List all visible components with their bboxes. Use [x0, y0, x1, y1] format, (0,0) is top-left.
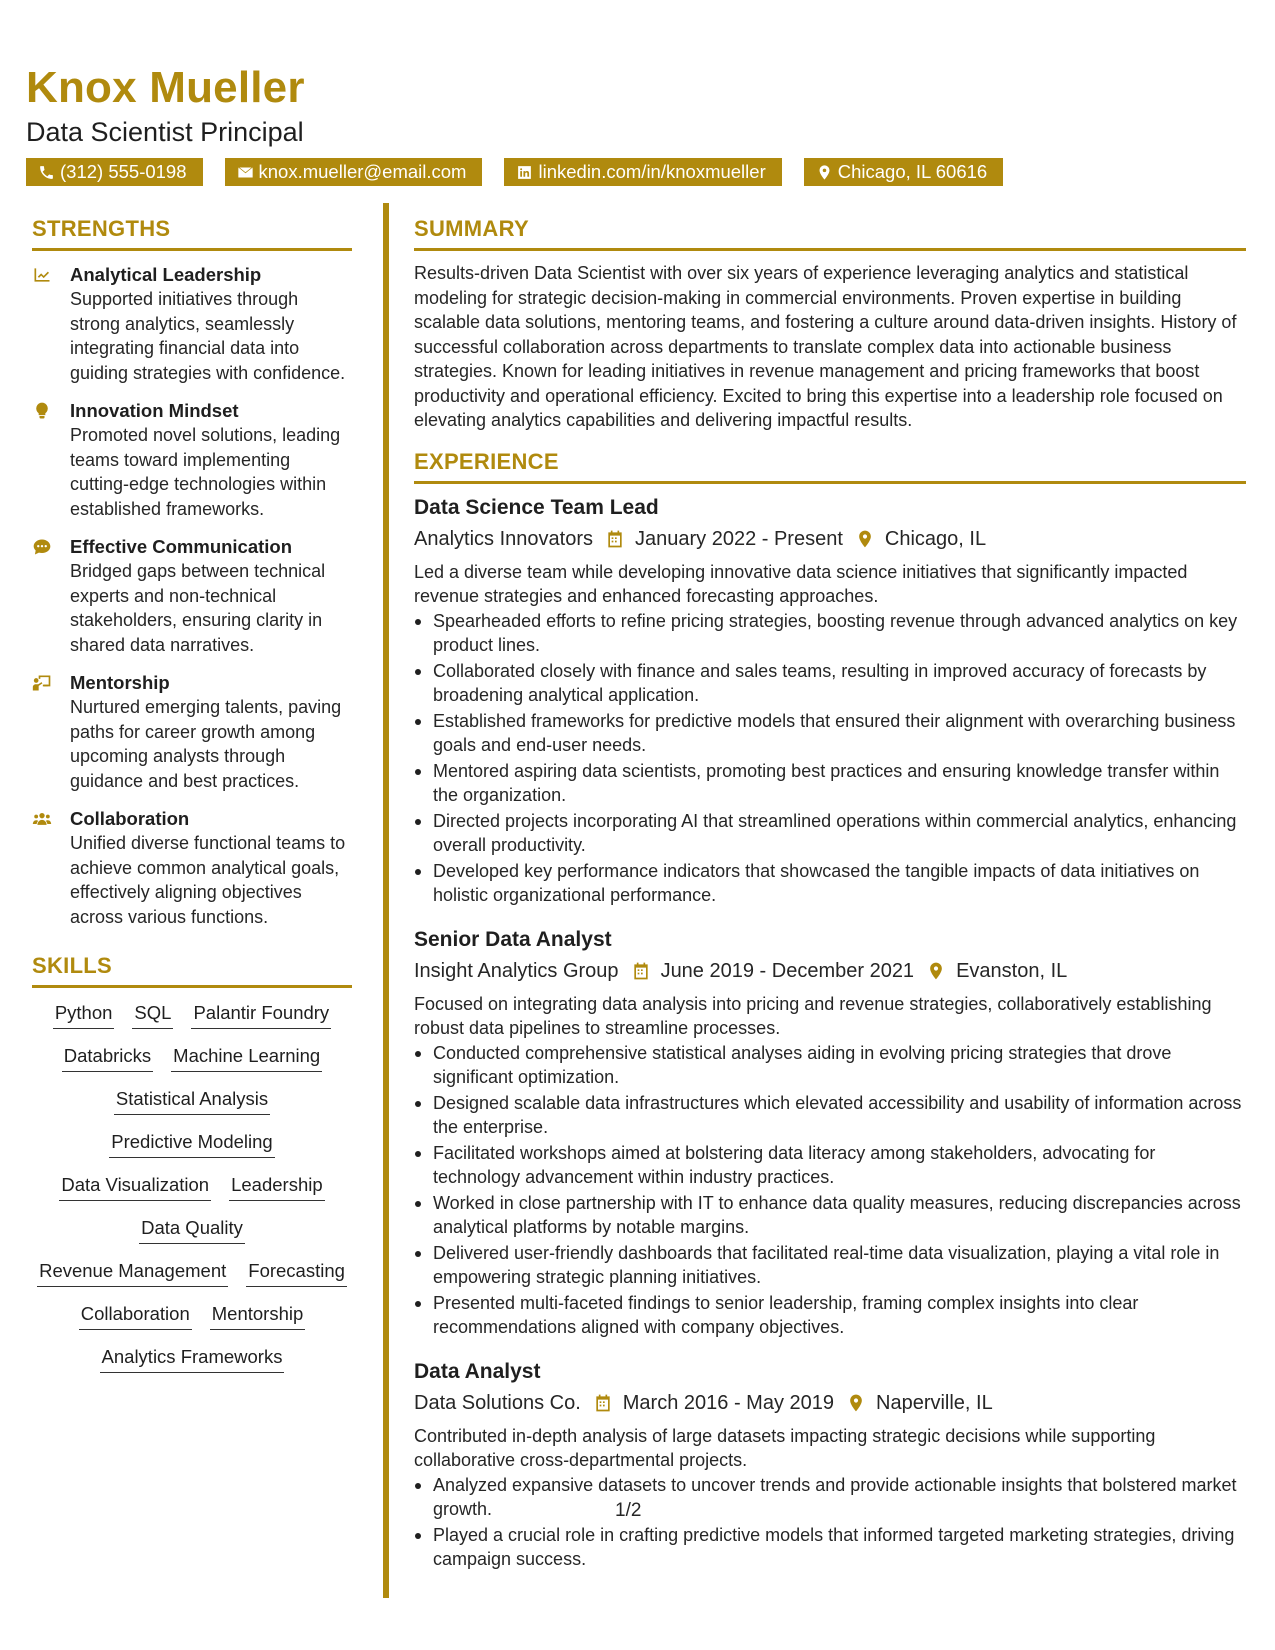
contact-location-text: Chicago, IL 60616	[837, 161, 988, 182]
job-bullet: Analyzed expansive datasets to uncover trends and provide actionable insights that bolstered market growth.	[433, 1473, 1246, 1522]
job-dates: January 2022 - Present	[634, 527, 843, 550]
left-column	[32, 216, 352, 1373]
job-dates: March 2016 - May 2019	[622, 1391, 834, 1414]
skill-tag: Revenue Management	[37, 1258, 228, 1287]
job-bullets	[414, 1473, 1246, 1572]
strength-item	[32, 807, 352, 929]
job-company: Insight Analytics Group	[414, 959, 619, 982]
job-bullets	[414, 1041, 1246, 1340]
job-bullet: Conducted comprehensive statistical analyses aiding in evolving pricing strategies that drove significant optimization.	[433, 1041, 1246, 1090]
strength-desc: Supported initiatives through strong analytics, seamlessly integrating financial data into guiding strategies with confidence.	[70, 289, 346, 383]
job-meta	[414, 956, 1246, 986]
strength-title: Innovation Mindset	[70, 400, 239, 421]
contact-email-text: knox.mueller@email.com	[258, 161, 467, 182]
strength-title: Mentorship	[70, 672, 170, 693]
skill-tag: Data Quality	[139, 1215, 245, 1244]
comment-dots-icon	[32, 537, 52, 557]
skill-tag: Analytics Frameworks	[100, 1344, 285, 1373]
right-column	[414, 216, 1246, 1573]
job-dates: June 2019 - December 2021	[660, 959, 915, 982]
skill-tag: Collaboration	[79, 1301, 192, 1330]
users-icon	[32, 809, 52, 829]
contact-linkedin-text: linkedin.com/in/knoxmueller	[538, 161, 766, 182]
column-divider	[383, 203, 389, 1598]
job-location: Naperville, IL	[876, 1391, 993, 1414]
chart-line-icon	[32, 265, 52, 285]
job-entry	[414, 926, 1246, 1340]
page-number: 1/2	[615, 1500, 642, 1521]
job-bullet: Collaborated closely with finance and sales teams, resulting in improved accuracy of forecasts by broadening analytical application.	[433, 659, 1246, 708]
skill-tag: Python	[53, 1000, 115, 1029]
summary-text: Results-driven Data Scientist with over six years of experience leveraging analytics and statistical modeling for strategic decision-making in commercial environments. Proven expertise in building scalable data solutions, mentoring teams, and fostering a culture around data-driven insights. History of successful collaboration across departments to translate complex data into actionable business strategies. Known for leading initiatives in revenue management and pricing frameworks that boost productivity and operational efficiency. Excited to bring this expertise into a leadership role focused on elevating analytics capabilities and delivering impactful results.	[414, 263, 1237, 430]
contact-location[interactable]	[804, 158, 1003, 186]
calendar-icon	[593, 1393, 613, 1413]
job-entry	[414, 494, 1246, 908]
job-location: Evanston, IL	[956, 959, 1068, 982]
strength-desc: Unified diverse functional teams to achieve common analytical goals, effectively aligning objectives across various functions.	[70, 833, 346, 927]
job-bullets	[414, 609, 1246, 908]
candidate-name: Knox Mueller	[26, 63, 305, 112]
job-title: Data Analyst	[414, 1359, 541, 1383]
job-bullet: Facilitated workshops aimed at bolstering data literacy among stakeholders, advocating for technology advancement within industry practices.	[433, 1141, 1246, 1190]
job-bullet: Established frameworks for predictive models that ensured their alignment with overarching business goals and end-user needs.	[433, 709, 1246, 758]
job-location: Chicago, IL	[884, 527, 987, 550]
strength-desc: Bridged gaps between technical experts and non-technical stakeholders, ensuring clarity in shared data narratives.	[70, 561, 326, 655]
skill-tag: SQL	[132, 1000, 173, 1029]
strengths-list	[32, 263, 352, 929]
job-company: Analytics Innovators	[414, 527, 593, 550]
strength-title: Effective Communication	[70, 536, 293, 557]
skill-tag: Leadership	[229, 1172, 325, 1201]
strength-item	[32, 263, 352, 385]
linkedin-icon	[516, 164, 533, 181]
location-icon	[855, 529, 875, 549]
email-icon	[237, 164, 254, 181]
job-company: Data Solutions Co.	[414, 1391, 581, 1414]
skill-tag: Forecasting	[246, 1258, 347, 1287]
phone-icon	[38, 164, 55, 181]
contact-phone-text: (312) 555-0198	[60, 161, 187, 182]
job-bullet: Mentored aspiring data scientists, promoting best practices and ensuring knowledge transfer within the organization.	[433, 759, 1246, 808]
strength-title: Analytical Leadership	[70, 264, 262, 285]
strength-desc: Nurtured emerging talents, paving paths for career growth among upcoming analysts through guidance and best practices.	[70, 697, 342, 791]
job-meta	[414, 1388, 1246, 1418]
contact-linkedin[interactable]	[504, 158, 781, 186]
job-bullet: Worked in close partnership with IT to enhance data quality measures, reducing discrepancies across analytical platforms by notable margins.	[433, 1191, 1246, 1240]
job-bullet: Developed key performance indicators that showcased the tangible impacts of data initiatives on holistic organizational performance.	[433, 859, 1246, 908]
location-icon	[846, 1393, 866, 1413]
calendar-icon	[631, 961, 651, 981]
skill-tag: Data Visualization	[59, 1172, 211, 1201]
skill-tag: Predictive Modeling	[109, 1129, 274, 1158]
resume-header	[26, 58, 1246, 186]
experience-heading: EXPERIENCE	[414, 449, 1246, 484]
strength-item	[32, 535, 352, 657]
contact-email[interactable]	[225, 158, 483, 186]
strength-title: Collaboration	[70, 808, 190, 829]
calendar-icon	[605, 529, 625, 549]
job-title: Data Science Team Lead	[414, 495, 659, 519]
skills-list	[32, 1000, 352, 1373]
job-bullet: Designed scalable data infrastructures which elevated accessibility and usability of information across the enterprise.	[433, 1091, 1246, 1140]
summary-heading: SUMMARY	[414, 216, 1246, 251]
job-desc: Focused on integrating data analysis into pricing and revenue strategies, collaboratively establishing robust data pipelines to streamline processes.	[414, 993, 1212, 1038]
skill-tag: Mentorship	[210, 1301, 306, 1330]
location-icon	[816, 164, 833, 181]
strengths-heading: STRENGTHS	[32, 216, 352, 251]
job-desc: Led a diverse team while developing innovative data science initiatives that significantly impacted revenue strategies and enhanced forecasting approaches.	[414, 561, 1188, 606]
lightbulb-icon	[32, 401, 52, 421]
contact-bar	[26, 158, 1246, 186]
job-desc: Contributed in-depth analysis of large datasets impacting strategic decisions while supporting collaborative cross-departmental projects.	[414, 1425, 1156, 1470]
job-bullet: Delivered user-friendly dashboards that facilitated real-time data visualization, playing a vital role in empowering strategic planning initiatives.	[433, 1241, 1246, 1290]
skill-tag: Databricks	[62, 1043, 153, 1072]
job-bullet: Presented multi-faceted findings to senior leadership, framing complex insights into clear recommendations aligned with company objectives.	[433, 1291, 1246, 1340]
chalkboard-teacher-icon	[32, 673, 52, 693]
strength-item	[32, 399, 352, 521]
strength-item	[32, 671, 352, 793]
skills-heading: SKILLS	[32, 953, 352, 988]
location-icon	[926, 961, 946, 981]
job-bullet: Played a crucial role in crafting predictive models that informed targeted marketing strategies, driving campaign success.	[433, 1523, 1246, 1572]
job-entry	[414, 1358, 1246, 1572]
job-bullet: Directed projects incorporating AI that streamlined operations within commercial analytics, enhancing overall productivity.	[433, 809, 1246, 858]
job-title: Senior Data Analyst	[414, 927, 612, 951]
candidate-title: Data Scientist Principal	[26, 117, 304, 147]
job-meta	[414, 524, 1246, 554]
skill-tag: Machine Learning	[171, 1043, 322, 1072]
skill-tag: Palantir Foundry	[191, 1000, 331, 1029]
contact-phone[interactable]	[26, 158, 203, 186]
strength-desc: Promoted novel solutions, leading teams toward implementing cutting-edge technologies within established frameworks.	[70, 425, 341, 519]
job-bullet: Spearheaded efforts to refine pricing strategies, boosting revenue through advanced analytics on key product lines.	[433, 609, 1246, 658]
skill-tag: Statistical Analysis	[114, 1086, 270, 1115]
